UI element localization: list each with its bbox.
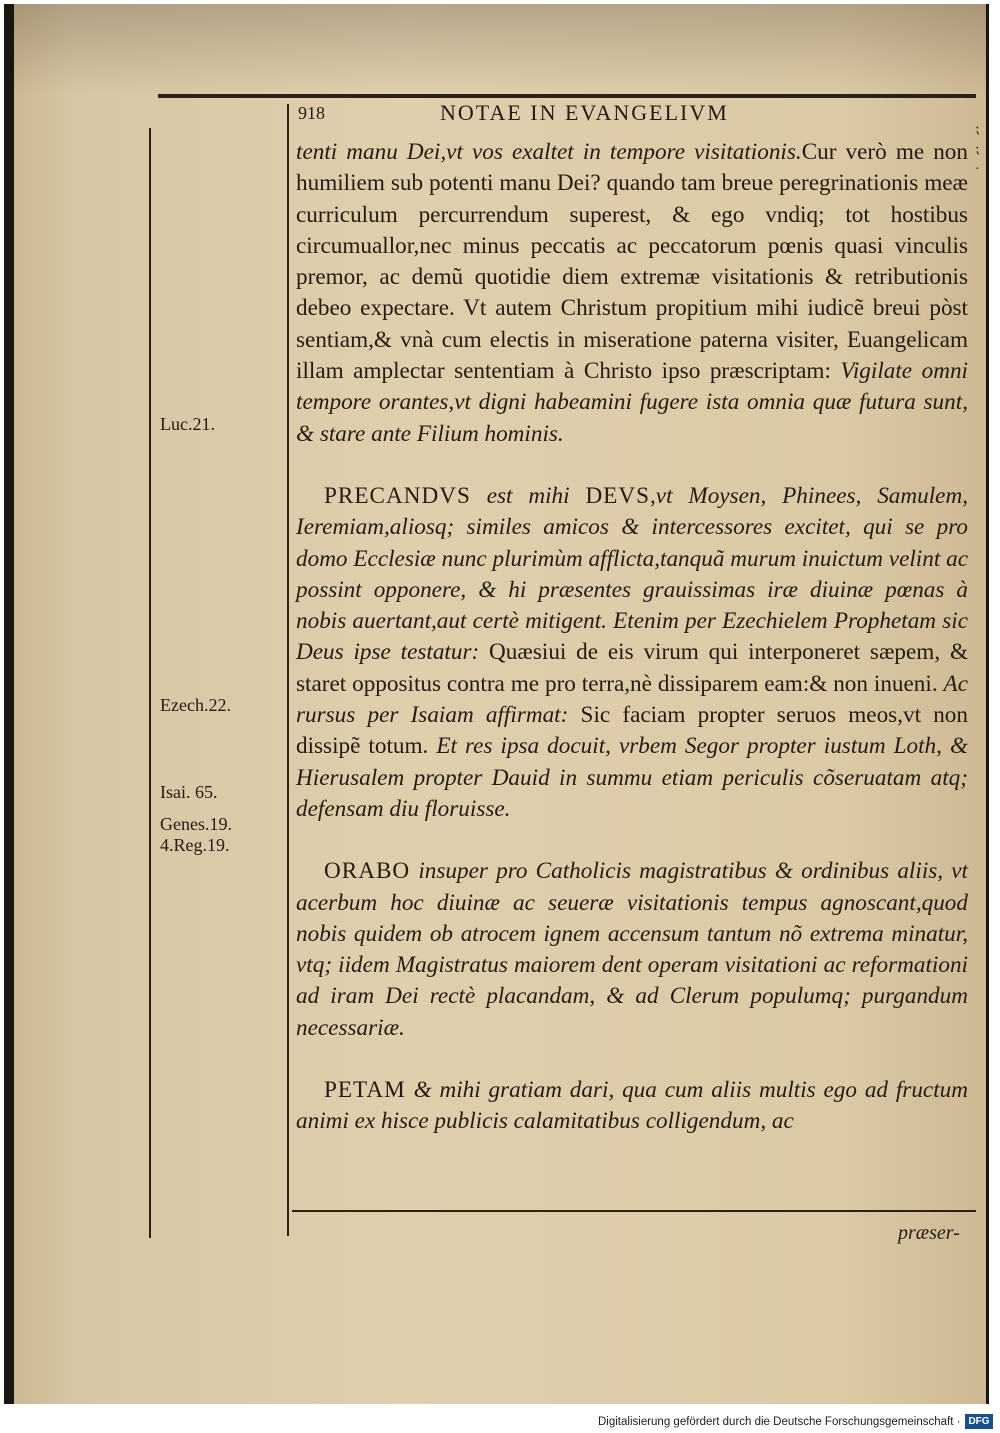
paragraph-lead-word: PETAM bbox=[324, 1077, 406, 1104]
paragraph-lead-word: ORABO bbox=[324, 858, 411, 885]
paragraph-2 bbox=[296, 481, 968, 825]
text-italic: tenti manu Dei,vt vos exaltet in tempore visitationis. bbox=[296, 139, 802, 165]
text-italic: Vigilate omni tempore orantes,vt digni habeamini fugere ista omnia quæ futura sunt, & stare ante Filium hominis. bbox=[296, 358, 968, 447]
text-italic: & mihi gratiam dari, qua cum aliis multis ego ad fructum animi ex hisce publicis calamitatibus colligendum, ac bbox=[296, 1077, 968, 1135]
text-italic: ,vt Moysen, Phinees, Samulem, Ieremiam,aliosq; similes amicos & intercessores excitet, qui se pro domo Ecclesiæ nunc plurimùm afflicta,tanquã murum inuictum velint ac possint opponere, & hi præsentes grauissimas iræ diuinæ pœnas à nobis auertant,aut certè mitigent. Etenim per Ezechielem Prophetam sic Deus ipse testatur: bbox=[296, 482, 969, 666]
text-roman: Quæsiui de eis virum qui interponeret sæpem, & staret oppositus contra me pro terra,nè dissiparem eam:& non inueni. bbox=[296, 639, 968, 697]
text-italic: est mihi bbox=[486, 482, 570, 509]
margin-outer-rule bbox=[149, 128, 151, 1238]
running-head: NOTAE IN EVANGELIVM bbox=[440, 100, 729, 125]
margin-inner-rule bbox=[287, 104, 289, 1236]
margin-note-luc: Luc.21. bbox=[160, 414, 215, 434]
margin-note-reg: 4.Reg.19. bbox=[160, 835, 230, 855]
margin-note-isai: Isai. 65. bbox=[160, 782, 218, 802]
text-italic: insuper pro Catholicis magistratibus & ordinibus aliis, vt acerbum hoc diuinæ ac seueræ visitationis tempus agnoscant,quod nobis quidem ob atrocem ignem accensum tantum nõ extrema minatur, vtq; iidem Magistratus maiorem dent operam visitationi ac reformationi ad iram Dei rectè placandam, & ad Clerum populumq; purgandum necessariæ. bbox=[296, 858, 968, 1041]
paragraph-4 bbox=[296, 1075, 968, 1138]
bottom-rule bbox=[292, 1210, 976, 1212]
text-italic: Et res ipsa docuit, vrbem Segor propter iustum Loth, & Hierusalem propter Dauid in summu etiam periculis cõseruatam atq; defensam diu floruisse. bbox=[296, 733, 969, 822]
page-number: 918 bbox=[298, 103, 325, 123]
header-rule bbox=[158, 94, 976, 98]
dfg-logo: DFG bbox=[965, 1414, 993, 1429]
paragraph-lead-word: PRECANDVS bbox=[324, 482, 471, 509]
text-roman: Cur verò me non humiliem sub potenti manu Dei? quando tam breue peregrinationis meæ curriculum percurrendum superest, & ego vndiq; tot hostibus circumuallor,nec minus peccatis ac peccatorum pœnis quasi vinculis premor, ac demũ quotidie diem extremæ visitationis & retributionis debeo expectare. Vt autem Christum propitium mihi iudicẽ breui pòst sentiam,& vnà cum electis in miseratione paterna visiter, Euangelicam illam amplectar sententiam à Christo ipso præscriptam: bbox=[296, 139, 968, 385]
margin-note-ezech: Ezech.22. bbox=[160, 695, 231, 715]
paragraph-1 bbox=[296, 137, 968, 450]
paper-shadow bbox=[14, 4, 986, 94]
text-italic: Ac rursus per Isaiam affirmat: bbox=[296, 670, 969, 729]
main-text bbox=[296, 137, 968, 1138]
digitization-credit: Digitalisierung gefördert durch die Deutsche Forschungsgemeinschaft · bbox=[598, 1416, 961, 1428]
catchword: præser- bbox=[898, 1222, 960, 1244]
page-edge-marks: ⁏ ⁏ · bbox=[975, 122, 980, 177]
margin-note-genes: Genes.19. bbox=[160, 814, 232, 834]
deus-word: DEVS bbox=[585, 482, 650, 509]
paragraph-3 bbox=[296, 856, 968, 1044]
text-roman: Sic faciam propter seruos meos,vt non dissipẽ totum. bbox=[296, 702, 968, 760]
